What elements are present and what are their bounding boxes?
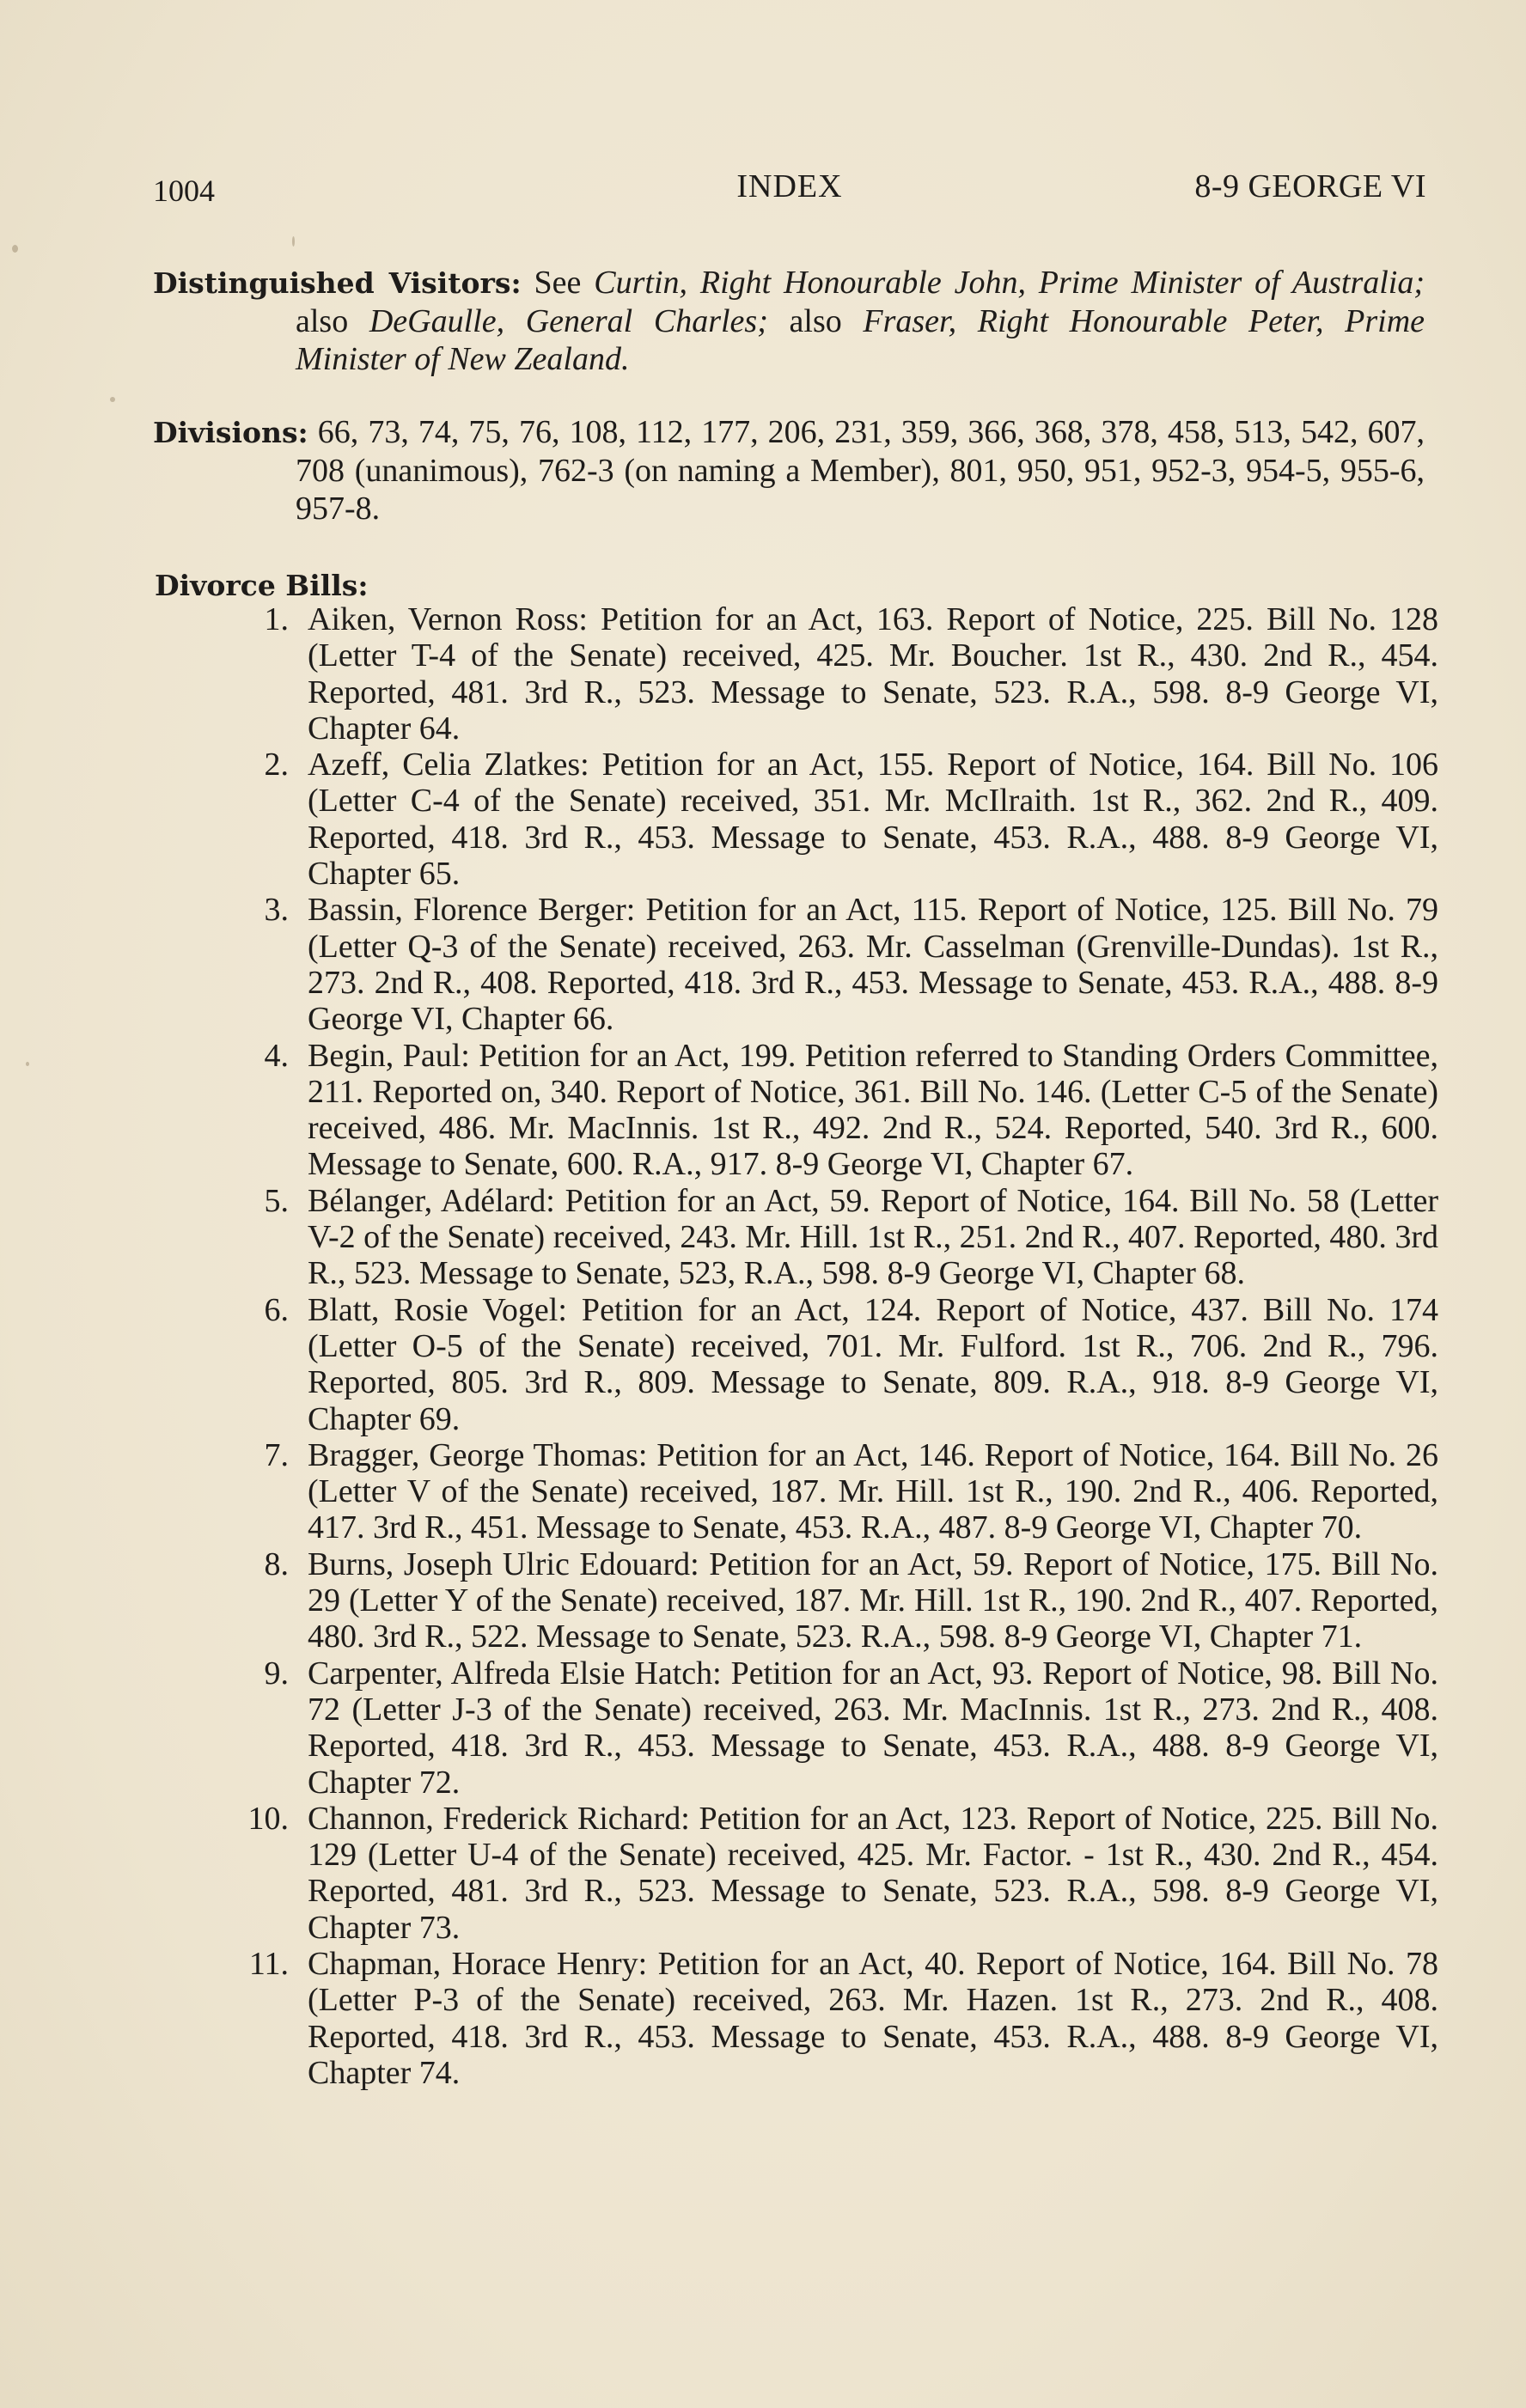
item-number: 2.: [264, 747, 289, 783]
page-header: [153, 168, 1426, 219]
item-text: Bragger, George Thomas: Petition for an Act, 146. Report of Notice, 164. Bill No. 26 (Letter V of the Senate) received, 187. Mr. Hill. 1st R., 190. 2nd R., 406. Reported, 417. 3rd R., 451. Message to Senate, 453. R.A., 487. 8-9 George VI, Chapter 70.: [308, 1436, 1438, 1546]
cross-reference: Fraser, Right Honourable Peter, Prime Minister of New Zealand.: [296, 303, 1425, 377]
item-text: Burns, Joseph Ulric Edouard: Petition for an Act, 59. Report of Notice, 175. Bill No. 29 (Letter Y of the Senate) received, 187. Mr. Hill. 1st R., 190. 2nd R., 407. Reported, 480. 3rd R., 522. Message to Senate, 523. R.A., 598. 8-9 George VI, Chapter 71.: [308, 1545, 1438, 1655]
item-number: 7.: [264, 1436, 289, 1473]
item-number: 11.: [248, 1945, 289, 1982]
list-item: [225, 1183, 1438, 1292]
item-number: 4.: [264, 1037, 289, 1074]
entry-heading: Distinguished Visitors:: [153, 266, 522, 300]
item-number: 8.: [264, 1545, 289, 1582]
list-item: [225, 1292, 1438, 1437]
item-number: 9.: [264, 1655, 289, 1692]
item-text: Azeff, Celia Zlatkes: Petition for an Act, 155. Report of Notice, 164. Bill No. 106 (Letter C-4 of the Senate) received, 351. Mr. McIlraith. 1st R., 362. 2nd R., 409. Reported, 418. 3rd R., 453. Message to Senate, 453. R.A., 488. 8-9 George VI, Chapter 65.: [308, 747, 1438, 893]
entry-heading-divorce-bills: Divorce Bills:: [155, 569, 369, 602]
list-item: [225, 1038, 1438, 1183]
list-item: [225, 601, 1438, 747]
item-text: Aiken, Vernon Ross: Petition for an Act, 163. Report of Notice, 225. Bill No. 128 (Letter T-4 of the Senate) received, 425. Mr. Boucher. 1st R., 430. 2nd R., 454. Reported, 481. 3rd R., 523. Message to Senate, 523. R.A., 598. 8-9 George VI, Chapter 64.: [308, 601, 1438, 747]
also-word: also: [296, 303, 349, 339]
entry-text: [153, 264, 1425, 378]
paper-speck: [292, 236, 295, 247]
paper-speck: [12, 245, 18, 253]
page-title: INDEX: [736, 168, 843, 204]
list-item: [225, 892, 1438, 1037]
cross-reference: Curtin, Right Honourable John, Prime Minister of Australia;: [594, 265, 1425, 301]
item-number: 5.: [264, 1182, 289, 1219]
list-item: [225, 1801, 1438, 1946]
also-word: also: [789, 303, 842, 339]
item-text: Bélanger, Adélard: Petition for an Act, 59. Report of Notice, 164. Bill No. 58 (Letter V-2 of the Senate) received, 243. Mr. Hill. 1st R., 251. 2nd R., 407. Reported, 480. 3rd R., 523. Message to Senate, 523, R.A., 598. 8-9 George VI, Chapter 68.: [308, 1182, 1438, 1292]
item-text: Carpenter, Alfreda Elsie Hatch: Petition for an Act, 93. Report of Notice, 98. Bill No. 72 (Letter J-3 of the Senate) received, 263. Mr. MacInnis. 1st R., 273. 2nd R., 408. Reported, 418. 3rd R., 453. Message to Senate, 453. R.A., 488. 8-9 George VI, Chapter 72.: [308, 1655, 1438, 1801]
list-item: [225, 1546, 1438, 1655]
list-item: [225, 1655, 1438, 1801]
item-number: 3.: [264, 892, 289, 929]
reign-label: 8-9 GEORGE VI: [1194, 168, 1426, 204]
entry-divisions: [153, 413, 1425, 527]
item-number: 6.: [264, 1291, 289, 1328]
item-text: Channon, Frederick Richard: Petition for an Act, 123. Report of Notice, 225. Bill No. 129 (Letter U-4 of the Senate) received, 425. Mr. Factor. - 1st R., 430. 2nd R., 454. Reported, 481. 3rd R., 523. Message to Senate, 523. R.A., 598. 8-9 George VI, Chapter 73.: [308, 1800, 1438, 1946]
page-references: 66, 73, 74, 75, 76, 108, 112, 177, 206, 231, 359, 366, 368, 378, 458, 513, 542, 607, 708 (unanimous), 762-3 (on naming a Member), 801, 950, 951, 952-3, 954-5, 955-6, 957-8.: [296, 414, 1425, 527]
page-number: 1004: [153, 174, 215, 208]
list-item: [225, 1946, 1438, 2091]
paper-speck: [26, 1062, 29, 1066]
entry-distinguished-visitors: [153, 264, 1425, 378]
see-word: See: [534, 265, 582, 301]
item-text: Bassin, Florence Berger: Petition for an Act, 115. Report of Notice, 125. Bill No. 79 (Letter Q-3 of the Senate) received, 263. Mr. Casselman (Grenville-Dundas). 1st R., 273. 2nd R., 408. Reported, 418. 3rd R., 453. Message to Senate, 453. R.A., 488. 8-9 George VI, Chapter 66.: [308, 892, 1438, 1038]
paper-speck: [110, 397, 115, 402]
entry-text: [153, 413, 1425, 527]
list-item: [225, 747, 1438, 892]
item-number: 10.: [247, 1800, 289, 1837]
divorce-bills-list: [225, 601, 1438, 2091]
item-text: Blatt, Rosie Vogel: Petition for an Act, 124. Report of Notice, 437. Bill No. 174 (Letter O-5 of the Senate) received, 701. Mr. Fulford. 1st R., 706. 2nd R., 796. Reported, 805. 3rd R., 809. Message to Senate, 809. R.A., 918. 8-9 George VI, Chapter 69.: [308, 1291, 1438, 1437]
item-text: Begin, Paul: Petition for an Act, 199. Petition referred to Standing Orders Committee, 211. Reported on, 340. Report of Notice, 361. Bill No. 146. (Letter C-5 of the Senate) received, 486. Mr. MacInnis. 1st R., 492. 2nd R., 524. Reported, 540. 3rd R., 600. Message to Senate, 600. R.A., 917. 8-9 George VI, Chapter 67.: [308, 1037, 1438, 1183]
item-number: 1.: [264, 601, 289, 637]
entry-heading: Divisions:: [153, 416, 308, 449]
list-item: [225, 1437, 1438, 1546]
item-text: Chapman, Horace Henry: Petition for an Act, 40. Report of Notice, 164. Bill No. 78 (Letter P-3 of the Senate) received, 263. Mr. Hazen. 1st R., 273. 2nd R., 408. Reported, 418. 3rd R., 453. Message to Senate, 453. R.A., 488. 8-9 George VI, Chapter 74.: [308, 1945, 1438, 2091]
cross-reference: DeGaulle, General Charles;: [369, 303, 768, 339]
